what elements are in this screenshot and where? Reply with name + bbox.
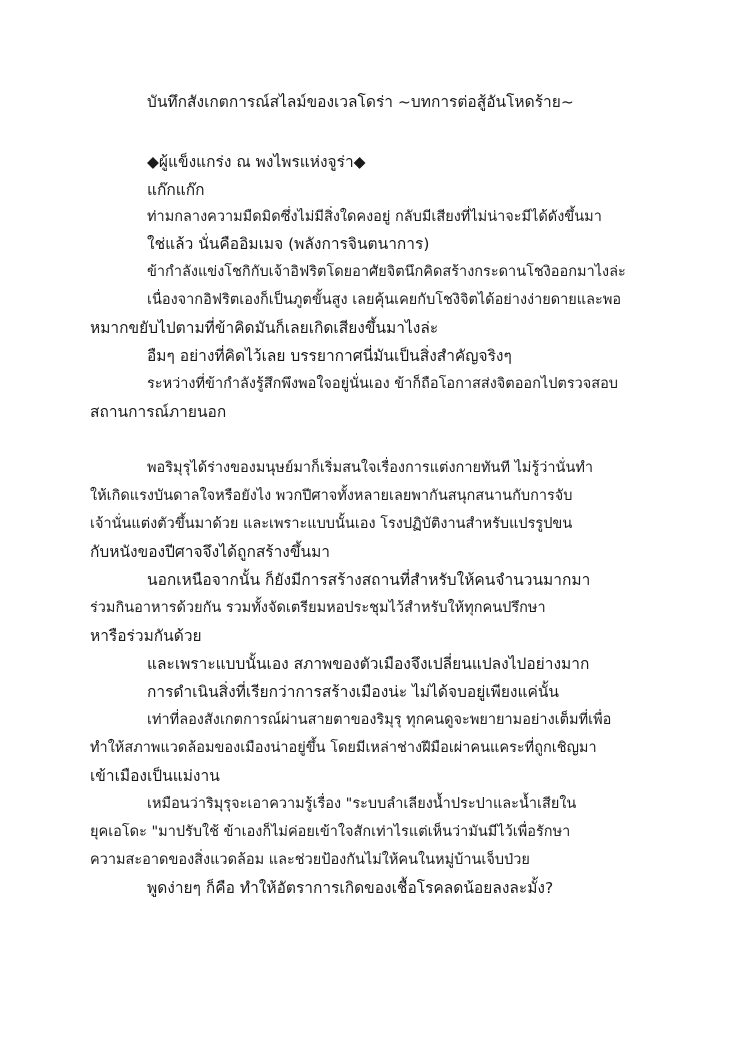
text-line: และเพราะแบบนั้นเอง สภาพของตัวเมืองจึงเปลี่ยนแปลงไปอย่างมาก <box>147 655 590 673</box>
text-line: นอกเหนือจากนั้น ก็ยังมีการสร้างสถานที่สำหรับให้คนจำนวนมากมา <box>147 571 591 589</box>
text-line: หมากขยับไปตามที่ข้าคิดมันก็เลยเกิดเสียงขึ้นมาไงล่ะ <box>90 319 439 337</box>
text-line: ระหว่างที่ข้ากำลังรู้สึกพึงพอใจอยู่นั่นเอง ข้าก็ถือโอกาสส่งจิตออกไปตรวจสอบ <box>147 376 619 392</box>
text-line: ใช่แล้ว นั่นคืออิมเมจ (พลังการจินตนาการ) <box>147 235 430 253</box>
text-line: อืมๆ อย่างที่คิดไว้เลย บรรยากาศนี่มันเป็นสิ่งสำคัญจริงๆ <box>147 347 512 365</box>
text-line: ความสะอาดของสิ่งแวดล้อม และช่วยป้องกันไม่ให้คนในหมู่บ้านเจ็บป่วย <box>90 852 530 868</box>
text-line: ยุคเอโดะ "มาปรับใช้ ข้าเองก็ไม่ค่อยเข้าใจสักเท่าไรแต่เห็นว่ามันมีไว้เพื่อรักษา <box>90 824 571 840</box>
text-line: กับหนังของปีศาจจึงได้ถูกสร้างขึ้นมา <box>90 543 330 561</box>
text-line: เหมือนว่าริมุรุจะเอาความรู้เรื่อง "ระบบลำเลียงน้ำประปาและน้ำเสียใน <box>147 796 577 812</box>
text-line: การดำเนินสิ่งที่เรียกว่าการสร้างเมืองน่ะ ไม่ได้จบอยู่เพียงแค่นั้น <box>147 683 560 701</box>
section-heading: ◆ผู้แข็งแกร่ง ณ พงไพรแห่งจูร่า◆ <box>147 153 366 171</box>
text-line: เท่าที่ลองสังเกตการณ์ผ่านสายตาของริมุรุ ทุกคนดูจะพยายามอย่างเต็มที่เพื่อ <box>147 712 612 728</box>
text-line: ทำให้สภาพแวดล้อมของเมืองน่าอยู่ขึ้น โดยมีเหล่าช่างฝีมือเผ่าคนแคระที่ถูกเชิญมา <box>90 740 597 756</box>
text-line: เจ้านั่นแต่งตัวขึ้นมาด้วย และเพราะแบบนั้นเอง โรงปฏิบัติงานสำหรับแปรรูปขน <box>90 516 573 532</box>
text-line: เข้าเมืองเป็นแม่งาน <box>90 767 220 785</box>
text-line: หารือร่วมกันด้วย <box>90 627 202 645</box>
text-line: ข้ากำลังแข่งโชกิกับเจ้าอิฟริตโดยอาศัยจิตนึกคิดสร้างกระดานโชงิออกมาไงล่ะ <box>147 264 626 280</box>
document-title: บันทึกสังเกตการณ์สไลม์ของเวลโดร่า ~บทการต่อสู้อันโหดร้าย~ <box>147 93 574 111</box>
text-line: พูดง่ายๆ ก็คือ ทำให้อัตราการเกิดของเชื้อโรคลดน้อยลงละมั้ง? <box>147 879 554 897</box>
text-line: พอริมุรุได้ร่างของมนุษย์มาก็เริ่มสนใจเรื่องการแต่งกายทันที ไม่รู้ว่านั่นทำ <box>147 460 594 476</box>
text-line: ร่วมกินอาหารด้วยกัน รวมทั้งจัดเตรียมหอประชุมไว้สำหรับให้ทุกคนปรึกษา <box>90 600 546 616</box>
text-line: ท่ามกลางความมืดมิดซึ่งไม่มีสิ่งใดคงอยู่ กลับมีเสียงที่ไม่น่าจะมีได้ดังขึ้นมา <box>147 209 602 225</box>
text-line: เนื่องจากอิฟริตเองก็เป็นภูตขั้นสูง เลยคุ้นเคยกับโชงิจิตได้อย่างง่ายดายและพอ <box>147 292 622 308</box>
text-line: แก๊กแก๊ก <box>147 181 205 199</box>
text-line: ให้เกิดแรงบันดาลใจหรือยังไง พวกปีศาจทั้งหลายเลยพากันสนุกสนานกับการจับ <box>90 488 573 504</box>
text-line: สถานการณ์ภายนอก <box>90 403 227 421</box>
